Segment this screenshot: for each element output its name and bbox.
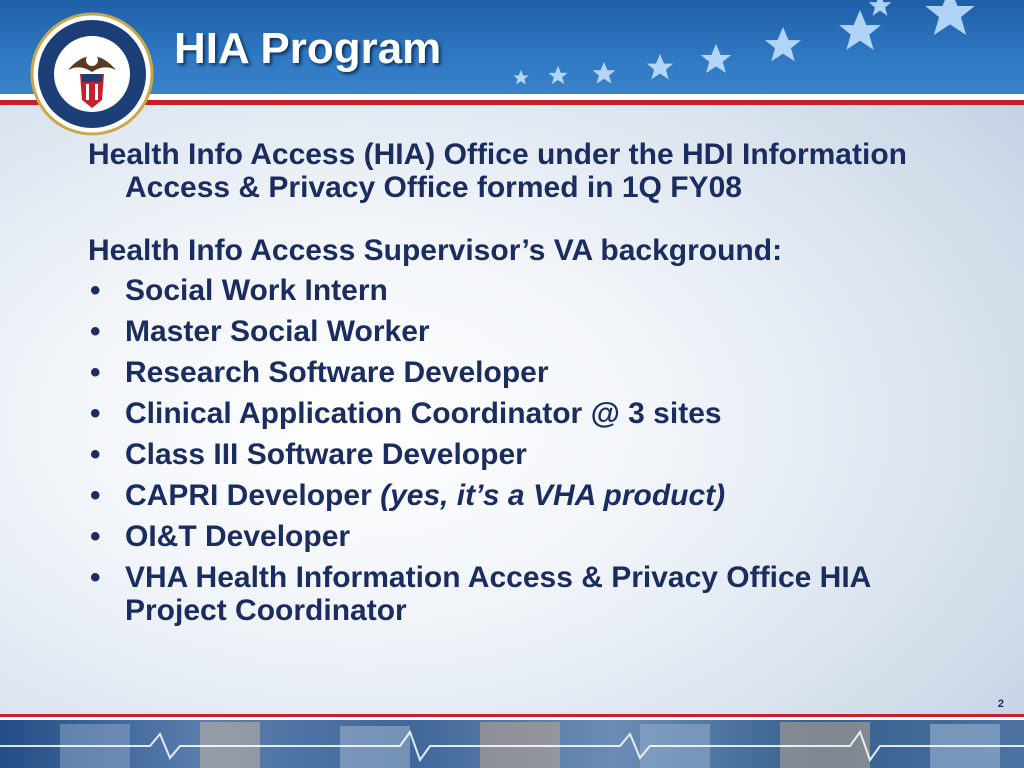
list-item xyxy=(88,479,968,512)
bullet-icon: • xyxy=(90,315,101,348)
star-icon xyxy=(593,62,616,84)
list-item-text: CAPRI Developer xyxy=(125,479,381,512)
list-item-text: Clinical Application Coordinator @ 3 sites xyxy=(125,397,722,430)
slide-body xyxy=(88,138,968,635)
star-icon xyxy=(701,44,731,73)
list-item xyxy=(88,520,968,553)
list-item-text: OI&T Developer xyxy=(125,520,351,553)
intro-paragraph: Health Info Access (HIA) Office under the HDI Information Access & Privacy Office formed in 1Q FY08 xyxy=(88,138,907,204)
list-item xyxy=(88,438,968,471)
list-item-text: Research Software Developer xyxy=(125,356,549,389)
star-icon xyxy=(765,27,801,61)
bullet-icon: • xyxy=(90,561,101,594)
background-heading: Health Info Access Supervisor’s VA background: xyxy=(88,234,783,267)
list-item-text: Class III Software Developer xyxy=(125,438,527,471)
list-item xyxy=(88,356,968,389)
star-icon xyxy=(513,70,528,84)
list-item-note: (yes, it’s a VHA product) xyxy=(380,479,726,512)
bullet-icon: • xyxy=(90,274,101,307)
bullet-icon: • xyxy=(90,479,101,512)
ekg-line-icon xyxy=(0,720,1024,768)
va-seal-icon xyxy=(30,12,154,136)
list-item xyxy=(88,274,968,307)
bullet-icon: • xyxy=(90,397,101,430)
star-icon xyxy=(839,10,881,50)
background-list xyxy=(88,274,968,627)
list-item-text: VHA Health Information Access & Privacy Office HIA Project Coordinator xyxy=(125,561,871,627)
star-icon xyxy=(925,0,974,35)
list-item-text: Master Social Worker xyxy=(125,315,430,348)
bullet-icon: • xyxy=(90,356,101,389)
bullet-icon: • xyxy=(90,520,101,553)
star-icon xyxy=(549,66,568,84)
page-number: 2 xyxy=(997,698,1004,710)
star-icon xyxy=(869,0,892,16)
list-item xyxy=(88,315,968,348)
list-item-text: Social Work Intern xyxy=(125,274,388,307)
bullet-icon: • xyxy=(90,438,101,471)
list-item xyxy=(88,561,968,627)
slide-title: HIA Program xyxy=(174,24,442,73)
footer-photo-strip xyxy=(0,720,1024,768)
list-item xyxy=(88,397,968,430)
star-icon xyxy=(647,54,674,79)
